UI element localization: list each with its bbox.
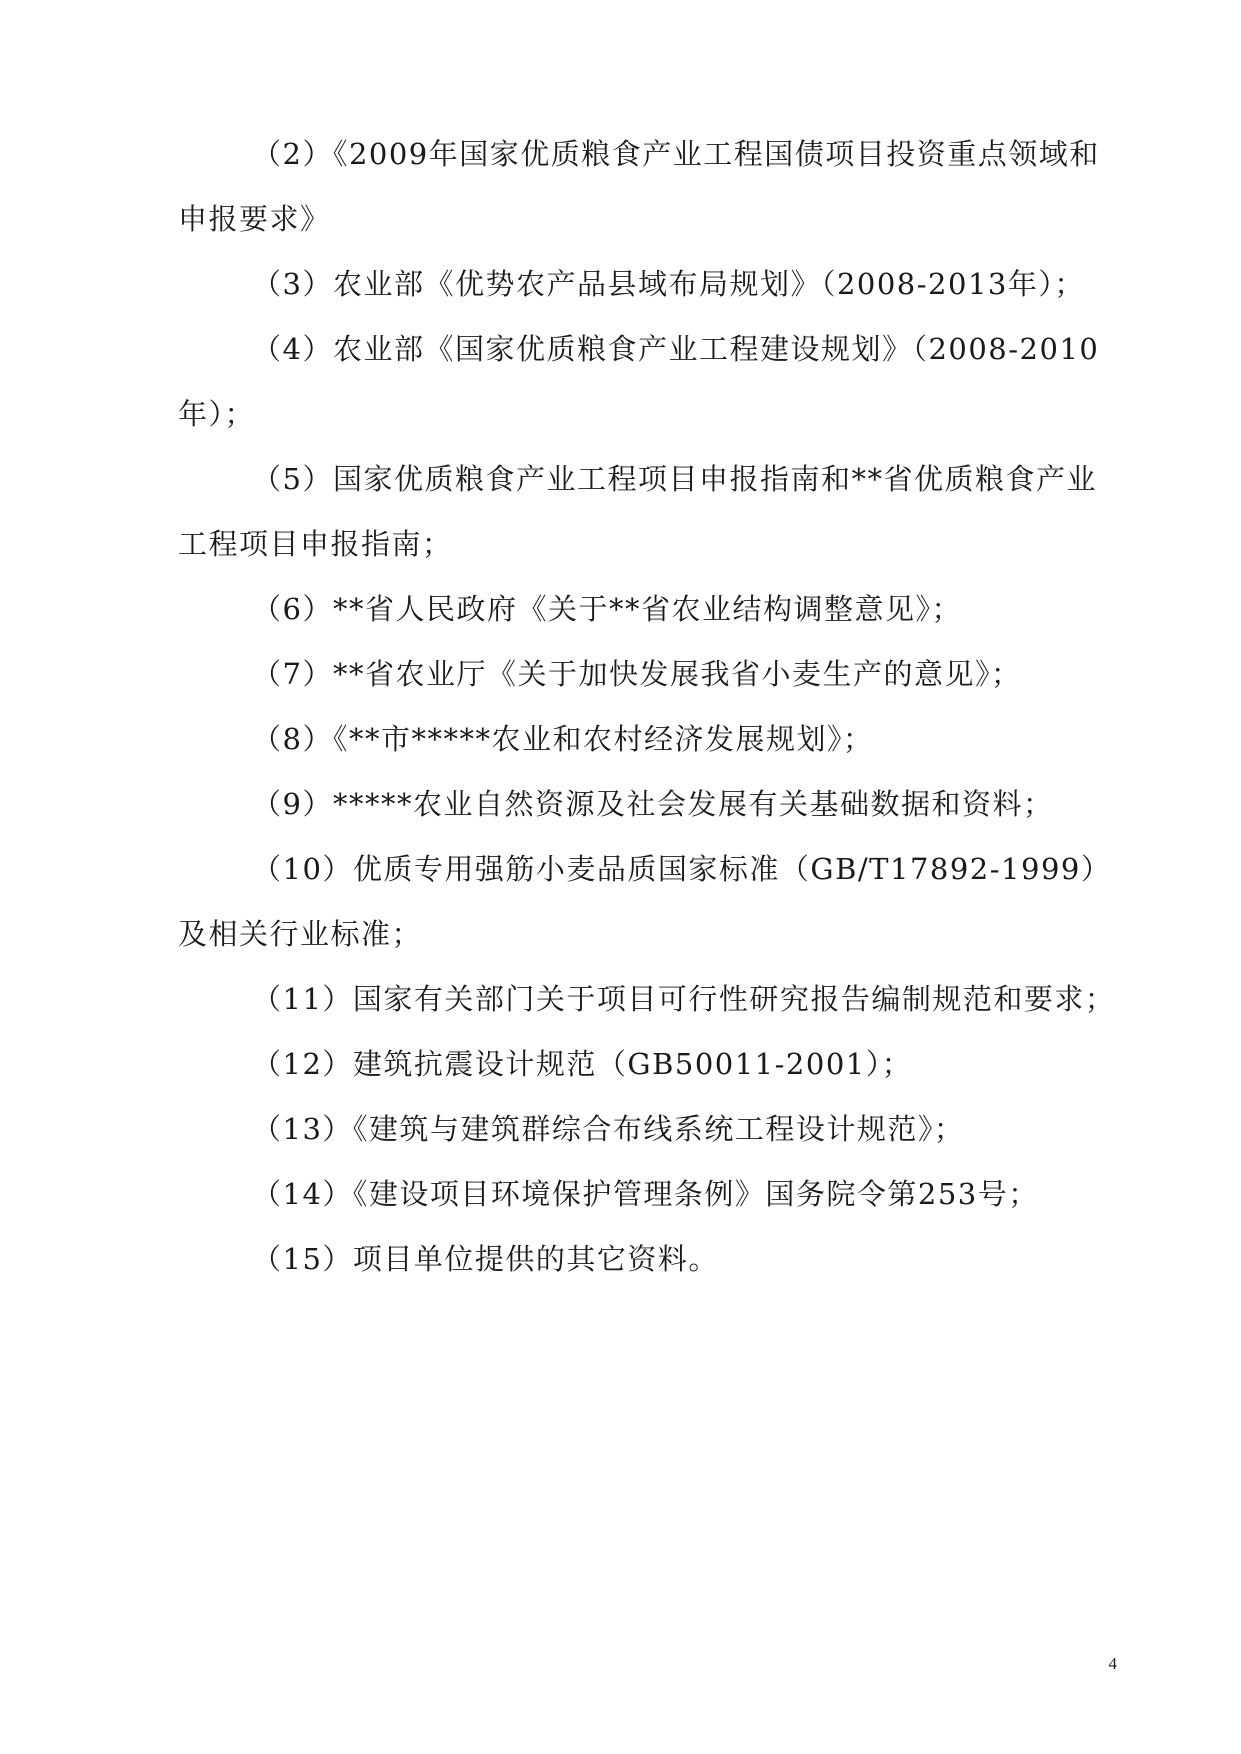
reference-item-5: （5）国家优质粮食产业工程项目申报指南和**省优质粮食产业工程项目申报指南；	[178, 462, 1097, 561]
reference-item-14: （14）《建设项目环境保护管理条例》国务院令第253号；	[252, 1177, 1039, 1211]
reference-item-8: （8）《**市*****农业和农村经济发展规划》；	[252, 722, 874, 756]
reference-item-7: （7）**省农业厅《关于加快发展我省小麦生产的意见》；	[252, 657, 1022, 691]
reference-item-3: （3）农业部《优势农产品县域布局规划》（2008-2013年）；	[252, 267, 1085, 301]
reference-item-12: （12）建筑抗震设计规范（GB50011-2001）；	[252, 1047, 913, 1081]
reference-item-6: （6）**省人民政府《关于**省农业结构调整意见》；	[252, 592, 962, 626]
page-number: 4	[1108, 1654, 1117, 1673]
reference-item-15: （15）项目单位提供的其它资料。	[252, 1242, 719, 1276]
reference-item-10: （10）优质专用强筋小麦品质国家标准（GB/T17892-1999）及相关行业标准；	[178, 852, 1112, 951]
document-body	[178, 122, 1124, 1292]
reference-item-9: （9）*****农业自然资源及社会发展有关基础数据和资料；	[252, 787, 1054, 821]
reference-item-2: （2）《2009年国家优质粮食产业工程国债项目投资重点领域和申报要求》	[178, 137, 1100, 236]
reference-item-11: （11）国家有关部门关于项目可行性研究报告编制规范和要求；	[252, 982, 1116, 1016]
reference-item-4: （4）农业部《国家优质粮食产业工程建设规划》（2008-2010年）；	[178, 332, 1100, 431]
reference-item-13: （13）《建筑与建筑群综合布线系统工程设计规范》；	[252, 1112, 965, 1146]
